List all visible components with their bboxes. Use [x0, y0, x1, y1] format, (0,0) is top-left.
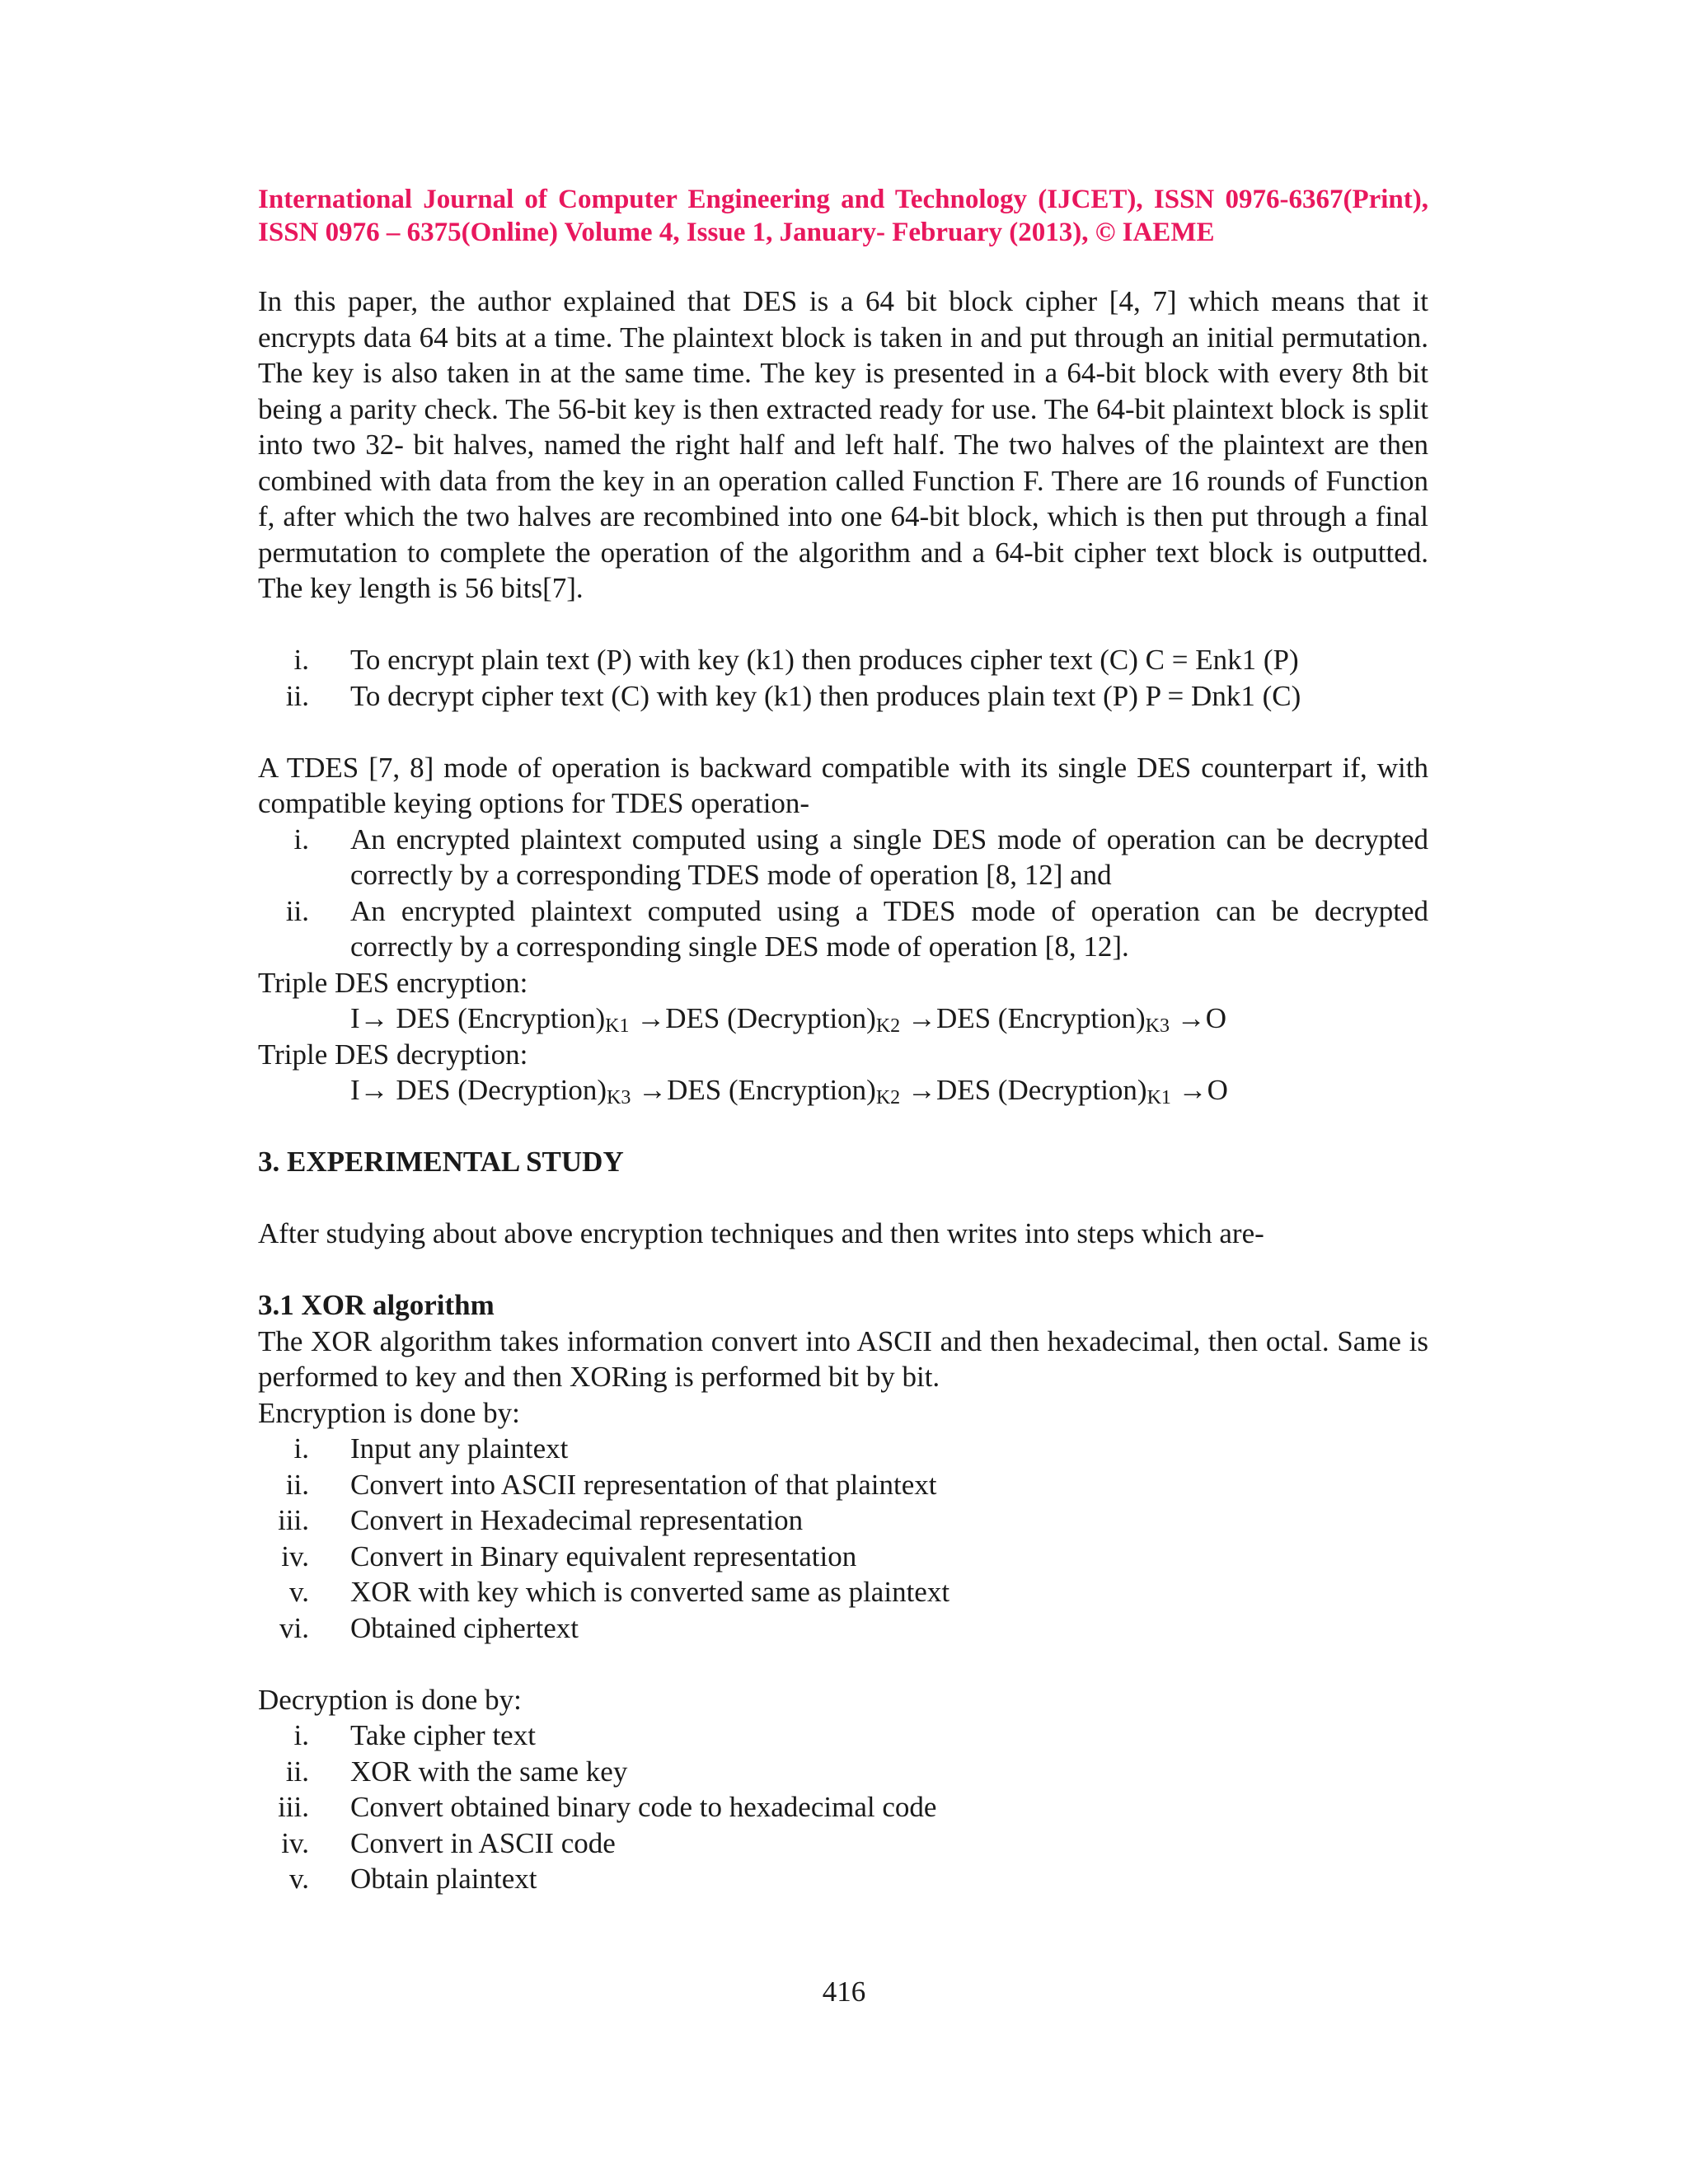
list-item-number: ii. — [285, 894, 309, 927]
list-item — [258, 822, 1428, 893]
list-item-number: iv. — [281, 1540, 309, 1572]
list-item-text: XOR with the same key — [350, 1755, 628, 1788]
list-item-text: Convert in Binary equivalent representation — [350, 1540, 857, 1572]
list-item — [258, 1754, 1428, 1790]
list-item-number: iii. — [278, 1504, 309, 1536]
list-item-text: To decrypt cipher text (C) with key (k1) then produces plain text (P) P = Dnk1 (C) — [350, 679, 1301, 712]
list-item-number: i. — [293, 1432, 309, 1465]
list-item — [258, 642, 1428, 678]
list-item-number: iii. — [278, 1791, 309, 1823]
list-item-text: Convert into ASCII representation of that plaintext — [350, 1468, 937, 1501]
list-item-text: An encrypted plaintext computed using a TDES mode of operation can be decrypted correctly by a corresponding single DES mode of operation [8, 12]. — [350, 894, 1428, 963]
list-item-text: Convert obtained binary code to hexadecimal code — [350, 1791, 937, 1823]
list-item — [258, 1789, 1428, 1825]
list-item-text: Obtained ciphertext — [350, 1611, 579, 1644]
list-item-text: Take cipher text — [350, 1719, 536, 1751]
triple-des-encryption-label: Triple DES encryption: — [258, 966, 528, 999]
tdes-compatibility-list — [258, 822, 1428, 965]
list-item-text: Convert in ASCII code — [350, 1826, 616, 1859]
list-item — [258, 1502, 1428, 1539]
list-item-text: Convert in Hexadecimal representation — [350, 1504, 804, 1536]
list-item — [258, 1467, 1428, 1503]
decryption-label: Decryption is done by: — [258, 1683, 522, 1716]
xor-paragraph: The XOR algorithm takes information convert into ASCII and then hexadecimal, then octal. Same is performed to key and then XORing is performed bit by bit. — [258, 1324, 1428, 1393]
list-item-number: v. — [289, 1863, 309, 1895]
list-item-text: XOR with key which is converted same as plaintext — [350, 1576, 950, 1608]
intro-paragraph: In this paper, the author explained that DES is a 64 bit block cipher [4, 7] which means that it encrypts data 64 bits at a time. The plaintext block is taken in and put through an initial permutation. The key is also taken in at the same time. The key is presented in a 64-bit block with every 8th bit being a parity check. The 56-bit key is then extracted ready for use. The 64-bit plaintext block is split into two 32- bit halves, named the right half and left half. The two halves of the plaintext are then combined with data from the key in an operation called Function F. There are 16 rounds of Function f, after which the two halves are recombined into one 64-bit block, which is then put through a final permutation to complete the operation of the algorithm and a 64-bit cipher text block is outputted. The key length is 56 bits[7]. — [258, 285, 1428, 604]
subsection-heading: 3.1 XOR algorithm — [258, 1289, 495, 1321]
list-item-text: An encrypted plaintext computed using a single DES mode of operation can be decrypted correctly by a corresponding TDES mode of operation [8, 12] and — [350, 823, 1428, 891]
list-item — [258, 1431, 1428, 1467]
list-item-text: Obtain plaintext — [350, 1863, 537, 1895]
list-item — [258, 1574, 1428, 1610]
triple-des-decryption-formula: I→ DES $(Decryption)_{K3} \to DES$ $(Encryption)_{K2} \to DES$ $(Decryption)_{K1} \to O$ — [350, 1074, 1228, 1108]
list-item — [258, 678, 1428, 715]
encryption-steps-list — [258, 1431, 1428, 1646]
encryption-label: Encryption is done by: — [258, 1396, 520, 1429]
list-item — [258, 1539, 1428, 1575]
list-item-number: i. — [293, 823, 309, 855]
section-intro: After studying about above encryption techniques and then writes into steps which are- — [258, 1217, 1264, 1249]
list-item — [258, 1861, 1428, 1897]
list-item-text: To encrypt plain text (P) with key (k1) then produces cipher text (C) C = Enk1 (P) — [350, 644, 1299, 676]
section-heading: 3. EXPERIMENTAL STUDY — [258, 1146, 624, 1178]
list-item-number: i. — [293, 644, 309, 676]
tdes-paragraph: A TDES [7, 8] mode of operation is backward compatible with its single DES counterpart if, with compatible keying options for TDES operation- — [258, 751, 1428, 819]
list-item-number: v. — [289, 1576, 309, 1608]
journal-header: International Journal of Computer Engineering and Technology (IJCET), ISSN 0976-6367(Print), ISSN 0976 – 6375(Online) Volume 4, Issue 1, January- February (2013), © IAEME — [258, 185, 1428, 247]
triple-des-encryption-formula: I→ DES $(Encryption)_{K1} \to DES$ $(Decryption)_{K2} \to DES$ $(Encryption)_{K3} \to O$ — [350, 1002, 1227, 1037]
decryption-steps-list — [258, 1718, 1428, 1897]
list-item — [258, 1825, 1428, 1862]
list-item — [258, 893, 1428, 965]
list-item-number: iv. — [281, 1826, 309, 1859]
list-item-text: Input any plaintext — [350, 1432, 569, 1465]
list-item-number: ii. — [285, 679, 309, 712]
des-operation-list — [258, 642, 1428, 714]
page-number: 416 — [822, 1975, 866, 2008]
list-item-number: i. — [293, 1719, 309, 1751]
list-item-number: vi. — [279, 1611, 309, 1644]
triple-des-decryption-label: Triple DES decryption: — [258, 1038, 528, 1071]
body-text — [258, 284, 1428, 1897]
list-item — [258, 1610, 1428, 1647]
list-item — [258, 1718, 1428, 1754]
list-item-number: ii. — [285, 1755, 309, 1788]
page-content — [258, 183, 1428, 1897]
list-item-number: ii. — [285, 1468, 309, 1501]
